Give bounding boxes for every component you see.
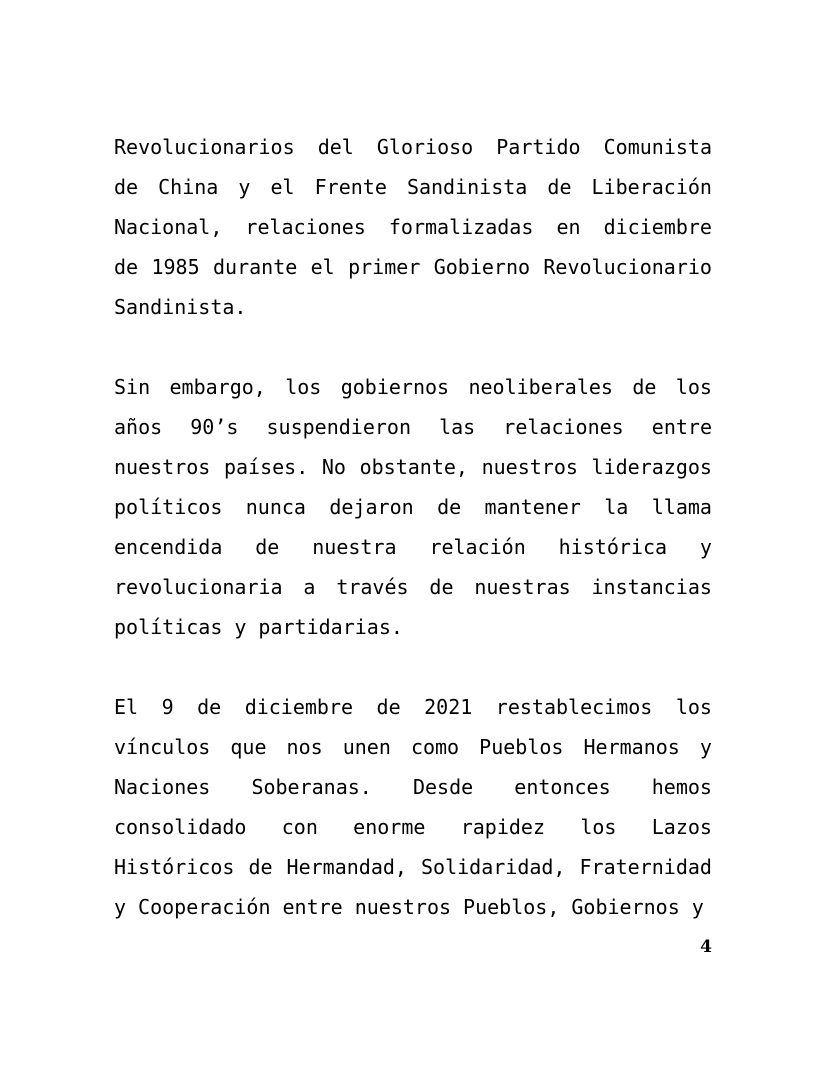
word: Sandinista bbox=[406, 175, 528, 199]
word: Frente bbox=[314, 175, 387, 199]
word: neoliberales bbox=[468, 375, 613, 399]
word: políticos bbox=[114, 495, 223, 519]
word: histórica bbox=[558, 535, 668, 559]
word: hemos bbox=[651, 775, 712, 799]
word: No bbox=[321, 455, 346, 479]
word: y bbox=[238, 175, 251, 199]
text-line bbox=[114, 167, 712, 207]
word: Soberanas. bbox=[251, 775, 372, 799]
word: políticas bbox=[114, 615, 223, 639]
word: 2021 bbox=[424, 695, 473, 719]
text-line bbox=[114, 807, 712, 847]
word: relaciones bbox=[245, 215, 366, 239]
word: Comunista bbox=[603, 135, 712, 159]
word: Gobierno bbox=[433, 255, 531, 279]
paragraph bbox=[114, 127, 712, 327]
word: enorme bbox=[353, 815, 426, 839]
word: las bbox=[439, 415, 476, 439]
word: entre bbox=[282, 895, 343, 919]
word: países. bbox=[223, 455, 309, 479]
word: y bbox=[699, 735, 712, 759]
paragraph bbox=[114, 367, 712, 647]
word: durante bbox=[212, 255, 298, 279]
text-line bbox=[114, 407, 712, 447]
word: y bbox=[234, 615, 247, 639]
page-number: 4 bbox=[700, 937, 712, 957]
word: Solidaridad, bbox=[420, 855, 566, 879]
word: primer bbox=[348, 255, 421, 279]
word: y bbox=[114, 895, 127, 919]
word: de bbox=[429, 575, 454, 599]
word: relaciones bbox=[503, 415, 624, 439]
word: nuestros bbox=[114, 455, 211, 479]
text-line bbox=[114, 727, 712, 767]
word: en bbox=[556, 215, 581, 239]
word: dejaron bbox=[329, 495, 414, 519]
word: rapidez bbox=[460, 815, 546, 839]
word: Glorioso bbox=[376, 135, 474, 159]
word: revolucionaria bbox=[114, 575, 283, 599]
word: los bbox=[675, 695, 712, 719]
word: a bbox=[303, 575, 316, 599]
word: y bbox=[691, 895, 704, 919]
text-line bbox=[114, 567, 712, 607]
text-line bbox=[114, 527, 712, 567]
word: nuestros bbox=[481, 455, 578, 479]
text-line bbox=[114, 767, 712, 807]
word: Cooperación bbox=[138, 895, 271, 919]
word: Revolucionario bbox=[543, 255, 712, 279]
word: instancias bbox=[591, 575, 712, 599]
text-line bbox=[114, 247, 712, 287]
word: los bbox=[675, 375, 712, 399]
word: nos bbox=[286, 735, 323, 759]
word: los bbox=[580, 815, 617, 839]
word: Naciones bbox=[114, 775, 211, 799]
word: nuestros bbox=[354, 895, 452, 919]
word: la bbox=[604, 495, 629, 519]
word: consolidado bbox=[114, 815, 247, 839]
text-line bbox=[114, 687, 712, 727]
word: el bbox=[270, 175, 295, 199]
text-line bbox=[114, 607, 712, 647]
word: Hermanos bbox=[583, 735, 680, 759]
word: Nacional, bbox=[114, 215, 223, 239]
word: de bbox=[114, 175, 139, 199]
word: diciembre bbox=[244, 695, 354, 719]
word: 9 bbox=[161, 695, 174, 719]
word: China bbox=[158, 175, 219, 199]
word: Lazos bbox=[651, 815, 712, 839]
text-line bbox=[114, 487, 712, 527]
word: Gobiernos bbox=[571, 895, 680, 919]
word: llama bbox=[651, 495, 712, 519]
word: suspendieron bbox=[266, 415, 411, 439]
word: del bbox=[317, 135, 354, 159]
word: nuestras bbox=[474, 575, 571, 599]
word: través bbox=[336, 575, 409, 599]
word: formalizadas bbox=[388, 215, 534, 239]
word: encendida bbox=[114, 535, 223, 559]
text-line bbox=[114, 207, 712, 247]
word: de bbox=[376, 695, 401, 719]
word: los bbox=[285, 375, 322, 399]
word: de bbox=[197, 695, 222, 719]
word: gobiernos bbox=[340, 375, 450, 399]
word: de bbox=[437, 495, 462, 519]
word: nuestra bbox=[312, 535, 397, 559]
text-line bbox=[114, 447, 712, 487]
word: de bbox=[255, 535, 280, 559]
word: Desde bbox=[412, 775, 474, 799]
paragraph bbox=[114, 687, 712, 927]
word: embargo, bbox=[169, 375, 266, 399]
word: Liberación bbox=[591, 175, 712, 199]
word: 90’s bbox=[190, 415, 239, 439]
word: años bbox=[114, 415, 163, 439]
word: El bbox=[114, 695, 139, 719]
word: Hermandad, bbox=[286, 855, 407, 879]
word: nunca bbox=[245, 495, 306, 519]
word: diciembre bbox=[603, 215, 712, 239]
word: con bbox=[281, 815, 318, 839]
word: de bbox=[632, 375, 657, 399]
word: relación bbox=[429, 535, 526, 559]
word: partidarias. bbox=[258, 615, 403, 639]
word: como bbox=[410, 735, 460, 759]
text-line bbox=[114, 887, 712, 927]
text-line bbox=[114, 287, 712, 327]
word: entonces bbox=[514, 775, 611, 799]
word: restablecimos bbox=[495, 695, 653, 719]
word: de bbox=[248, 855, 273, 879]
word: Partido bbox=[496, 135, 581, 159]
word: unen bbox=[342, 735, 391, 759]
word: y bbox=[699, 535, 712, 559]
text-line bbox=[114, 127, 712, 167]
word: Pueblos, bbox=[463, 895, 560, 919]
word: entre bbox=[651, 415, 712, 439]
word: de bbox=[114, 255, 139, 279]
word: Pueblos bbox=[479, 735, 564, 759]
word: Revolucionarios bbox=[114, 135, 295, 159]
word: 1985 bbox=[151, 255, 200, 279]
word: vínculos bbox=[114, 735, 211, 759]
word: Sin bbox=[114, 375, 151, 399]
word: Sandinista. bbox=[114, 295, 247, 319]
word: obstante, bbox=[359, 455, 468, 479]
word: liderazgos bbox=[591, 455, 712, 479]
word: de bbox=[547, 175, 572, 199]
text-line bbox=[114, 367, 712, 407]
word: mantener bbox=[484, 495, 581, 519]
word: el bbox=[310, 255, 335, 279]
document-body-text bbox=[114, 127, 712, 967]
text-line bbox=[114, 847, 712, 887]
word: Fraternidad bbox=[579, 855, 712, 879]
word: que bbox=[230, 735, 267, 759]
word: Históricos bbox=[114, 855, 235, 879]
